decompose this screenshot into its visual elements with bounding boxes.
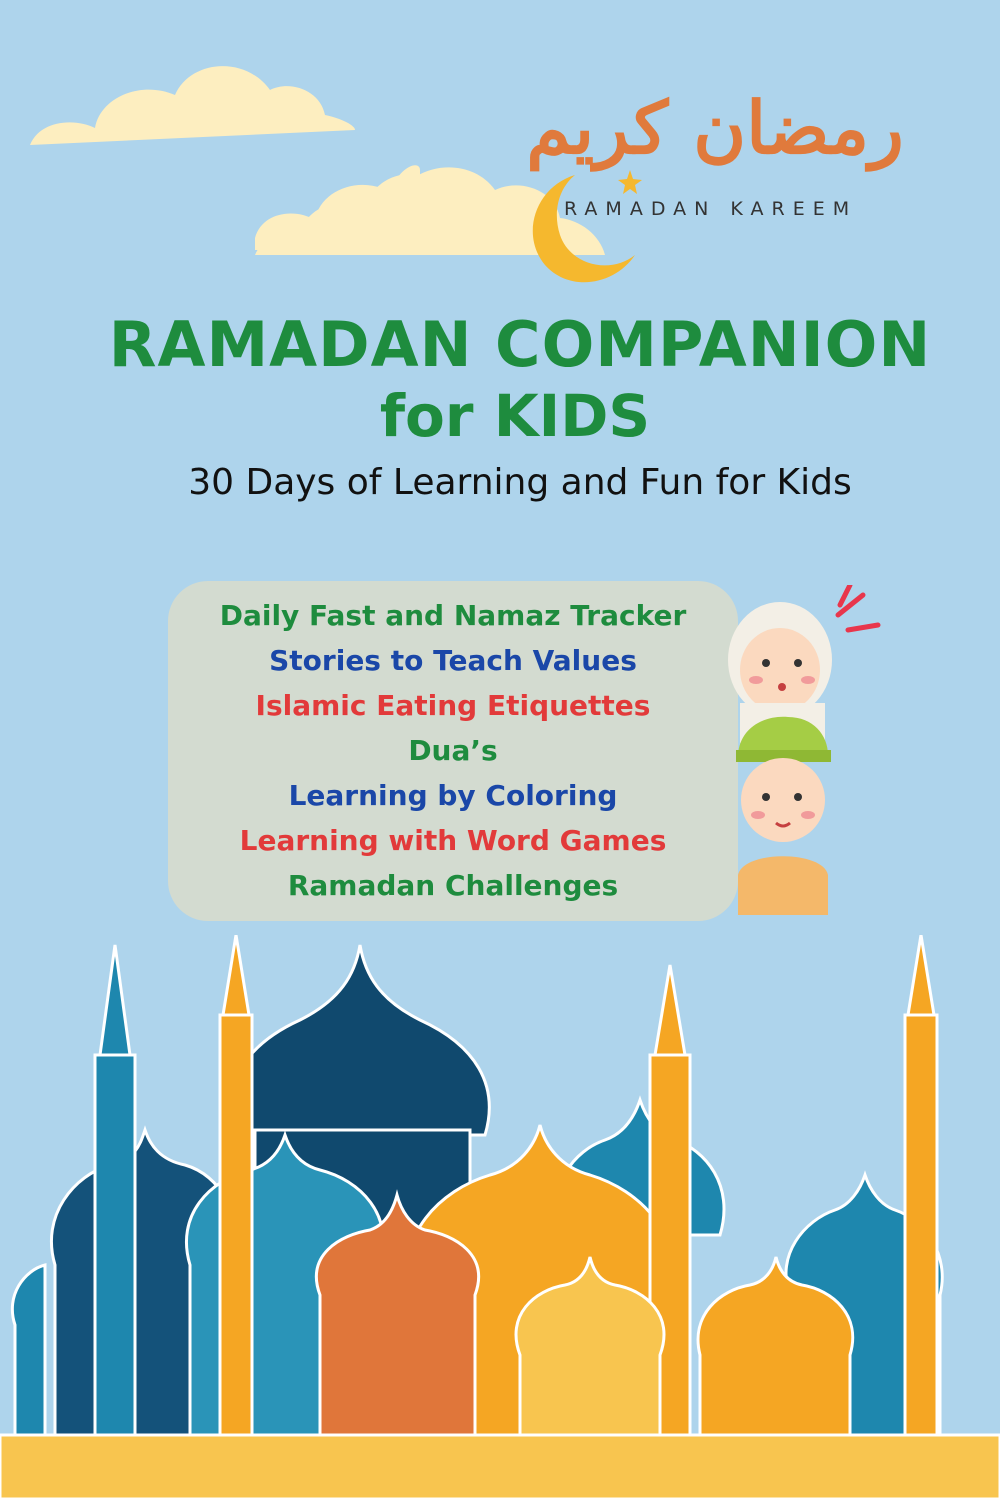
crescent-moon-icon [520,165,660,295]
kids-characters [728,585,898,915]
girl-character-icon [728,585,878,743]
ramadan-kareem-calligraphy: رمضان كريم [526,85,904,170]
feature-list [168,581,738,908]
feature-item: Dua’s [408,734,498,767]
boy-character-icon [736,717,831,915]
feature-panel [168,581,738,921]
feature-item: Stories to Teach Values [269,644,637,677]
feature-item: Daily Fast and Namaz Tracker [219,599,687,632]
title-line-2: for KIDS [379,382,651,450]
ramadan-kareem-tagline: RAMADAN KAREEM [564,198,858,220]
feature-item: Learning by Coloring [288,779,618,812]
feature-item: Learning with Word Games [239,824,667,857]
feature-item: Islamic Eating Etiquettes [255,689,651,722]
title-line-1: RAMADAN COMPANION [108,308,932,381]
mosque-skyline-icon [0,935,1000,1499]
subtitle: 30 Days of Learning and Fun for Kids [188,462,852,503]
feature-item: Ramadan Challenges [287,869,619,902]
